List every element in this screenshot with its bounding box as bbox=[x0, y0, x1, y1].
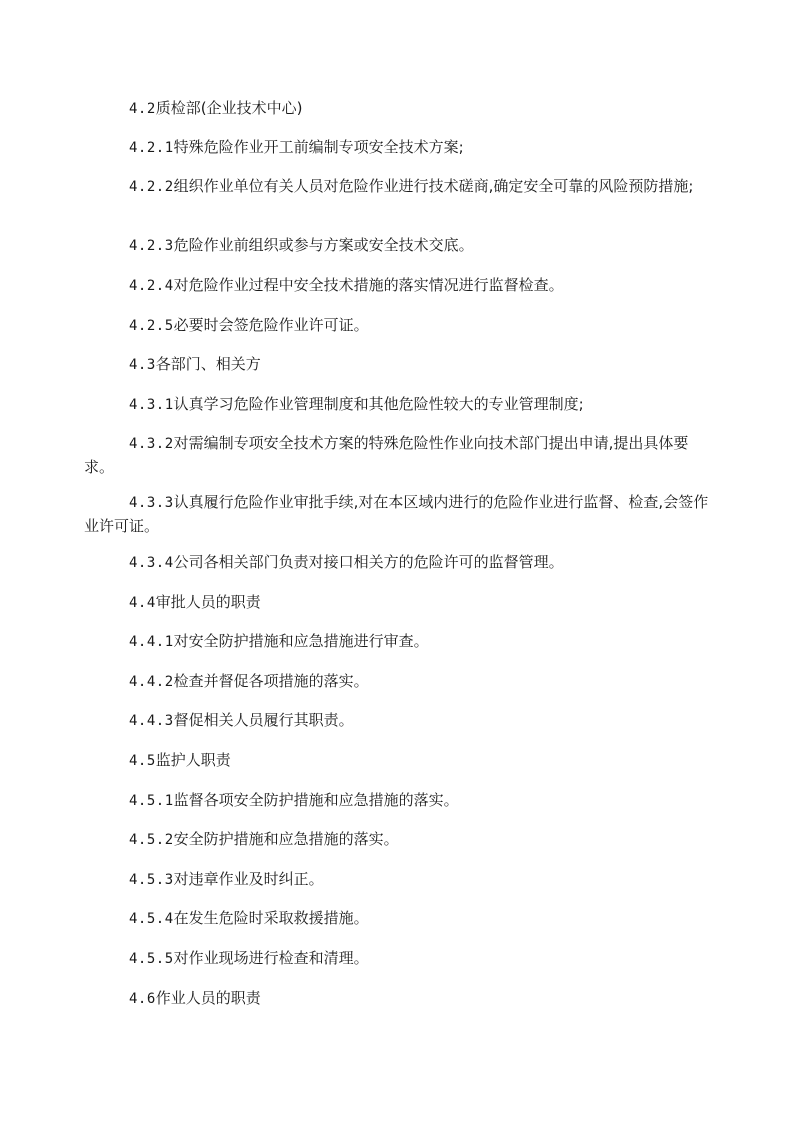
clause-number: 4.3.3 bbox=[129, 495, 174, 511]
clause-text: 对作业现场进行检查和清理。 bbox=[173, 949, 369, 967]
clause-number: 4.3.4 bbox=[129, 555, 174, 571]
clause-number: 4.3.1 bbox=[129, 397, 174, 413]
clause-text: 认真学习危险作业管理制度和其他危险性较大的专业管理制度; bbox=[173, 395, 584, 413]
clause-text: 对安全防护措施和应急措施进行审查。 bbox=[173, 632, 429, 650]
clause-text: 必要时会签危险作业许可证。 bbox=[173, 316, 369, 334]
clause-4-2-5 bbox=[84, 314, 710, 338]
clause-4-5-3 bbox=[84, 868, 710, 892]
section-heading-4-4 bbox=[84, 591, 710, 615]
clause-number: 4.4 bbox=[129, 595, 156, 611]
clause-text: 对需编制专项安全技术方案的特殊危险性作业向技术部门提出申请,提出具体要求。 bbox=[84, 434, 689, 476]
clause-text: 对违章作业及时纠正。 bbox=[173, 870, 324, 888]
clause-number: 4.2.2 bbox=[129, 179, 174, 195]
clause-text: 在发生危险时采取救援措施。 bbox=[173, 909, 369, 927]
clause-4-4-1 bbox=[84, 630, 710, 654]
clause-text: 质检部(企业技术中心) bbox=[155, 99, 303, 117]
section-heading-4-5 bbox=[84, 749, 710, 773]
section-heading-4-2 bbox=[84, 97, 710, 121]
clause-text: 对危险作业过程中安全技术措施的落实情况进行监督检查。 bbox=[173, 276, 564, 294]
clause-text: 安全防护措施和应急措施的落实。 bbox=[173, 830, 399, 848]
clause-number: 4.4.3 bbox=[129, 713, 174, 729]
clause-text: 作业人员的职责 bbox=[155, 989, 261, 1007]
clause-text: 监护人职责 bbox=[155, 751, 231, 769]
clause-text: 公司各相关部门负责对接口相关方的危险许可的监督管理。 bbox=[173, 553, 564, 571]
clause-number: 4.4.2 bbox=[129, 674, 174, 690]
clause-number: 4.5.5 bbox=[129, 951, 174, 967]
clause-text: 各部门、相关方 bbox=[155, 355, 261, 373]
clause-text: 检查并督促各项措施的落实。 bbox=[173, 672, 369, 690]
clause-4-2-1 bbox=[84, 136, 710, 160]
clause-number: 4.2.4 bbox=[129, 278, 174, 294]
clause-number: 4.5 bbox=[129, 753, 156, 769]
clause-number: 4.5.4 bbox=[129, 911, 174, 927]
clause-4-3-1 bbox=[84, 393, 710, 417]
clause-4-5-2 bbox=[84, 828, 710, 852]
clause-number: 4.2 bbox=[129, 101, 156, 117]
clause-number: 4.3 bbox=[129, 357, 156, 373]
section-heading-4-3 bbox=[84, 353, 710, 377]
clause-text: 督促相关人员履行其职责。 bbox=[173, 711, 354, 729]
clause-text: 审批人员的职责 bbox=[155, 593, 261, 611]
clause-4-5-4 bbox=[84, 907, 710, 931]
clause-4-2-3 bbox=[84, 234, 710, 258]
clause-4-3-4 bbox=[84, 551, 710, 575]
clause-text: 监督各项安全防护措施和应急措施的落实。 bbox=[173, 791, 459, 809]
clause-text: 认真履行危险作业审批手续,对在本区域内进行的危险作业进行监督、检查,会签作业许可证。 bbox=[84, 493, 709, 535]
clause-number: 4.6 bbox=[129, 991, 156, 1007]
clause-4-5-1 bbox=[84, 789, 710, 813]
clause-number: 4.2.3 bbox=[129, 238, 174, 254]
clause-4-4-2 bbox=[84, 670, 710, 694]
clause-number: 4.3.2 bbox=[129, 436, 174, 452]
clause-number: 4.5.1 bbox=[129, 793, 174, 809]
clause-number: 4.4.1 bbox=[129, 634, 174, 650]
clause-number: 4.5.2 bbox=[129, 832, 174, 848]
clause-text: 组织作业单位有关人员对危险作业进行技术磋商,确定安全可靠的风险预防措施; bbox=[173, 177, 694, 195]
clause-text: 特殊危险作业开工前编制专项安全技术方案; bbox=[173, 138, 464, 156]
clause-4-3-2 bbox=[84, 432, 710, 479]
clause-number: 4.5.3 bbox=[129, 872, 174, 888]
clause-text: 危险作业前组织或参与方案或安全技术交底。 bbox=[173, 236, 474, 254]
clause-number: 4.2.1 bbox=[129, 140, 174, 156]
clause-4-2-4 bbox=[84, 274, 710, 298]
clause-4-2-2 bbox=[84, 175, 710, 199]
clause-4-4-3 bbox=[84, 709, 710, 733]
section-heading-4-6 bbox=[84, 987, 710, 1011]
clause-4-3-3 bbox=[84, 491, 710, 538]
clause-number: 4.2.5 bbox=[129, 318, 174, 334]
clause-4-5-5 bbox=[84, 947, 710, 971]
